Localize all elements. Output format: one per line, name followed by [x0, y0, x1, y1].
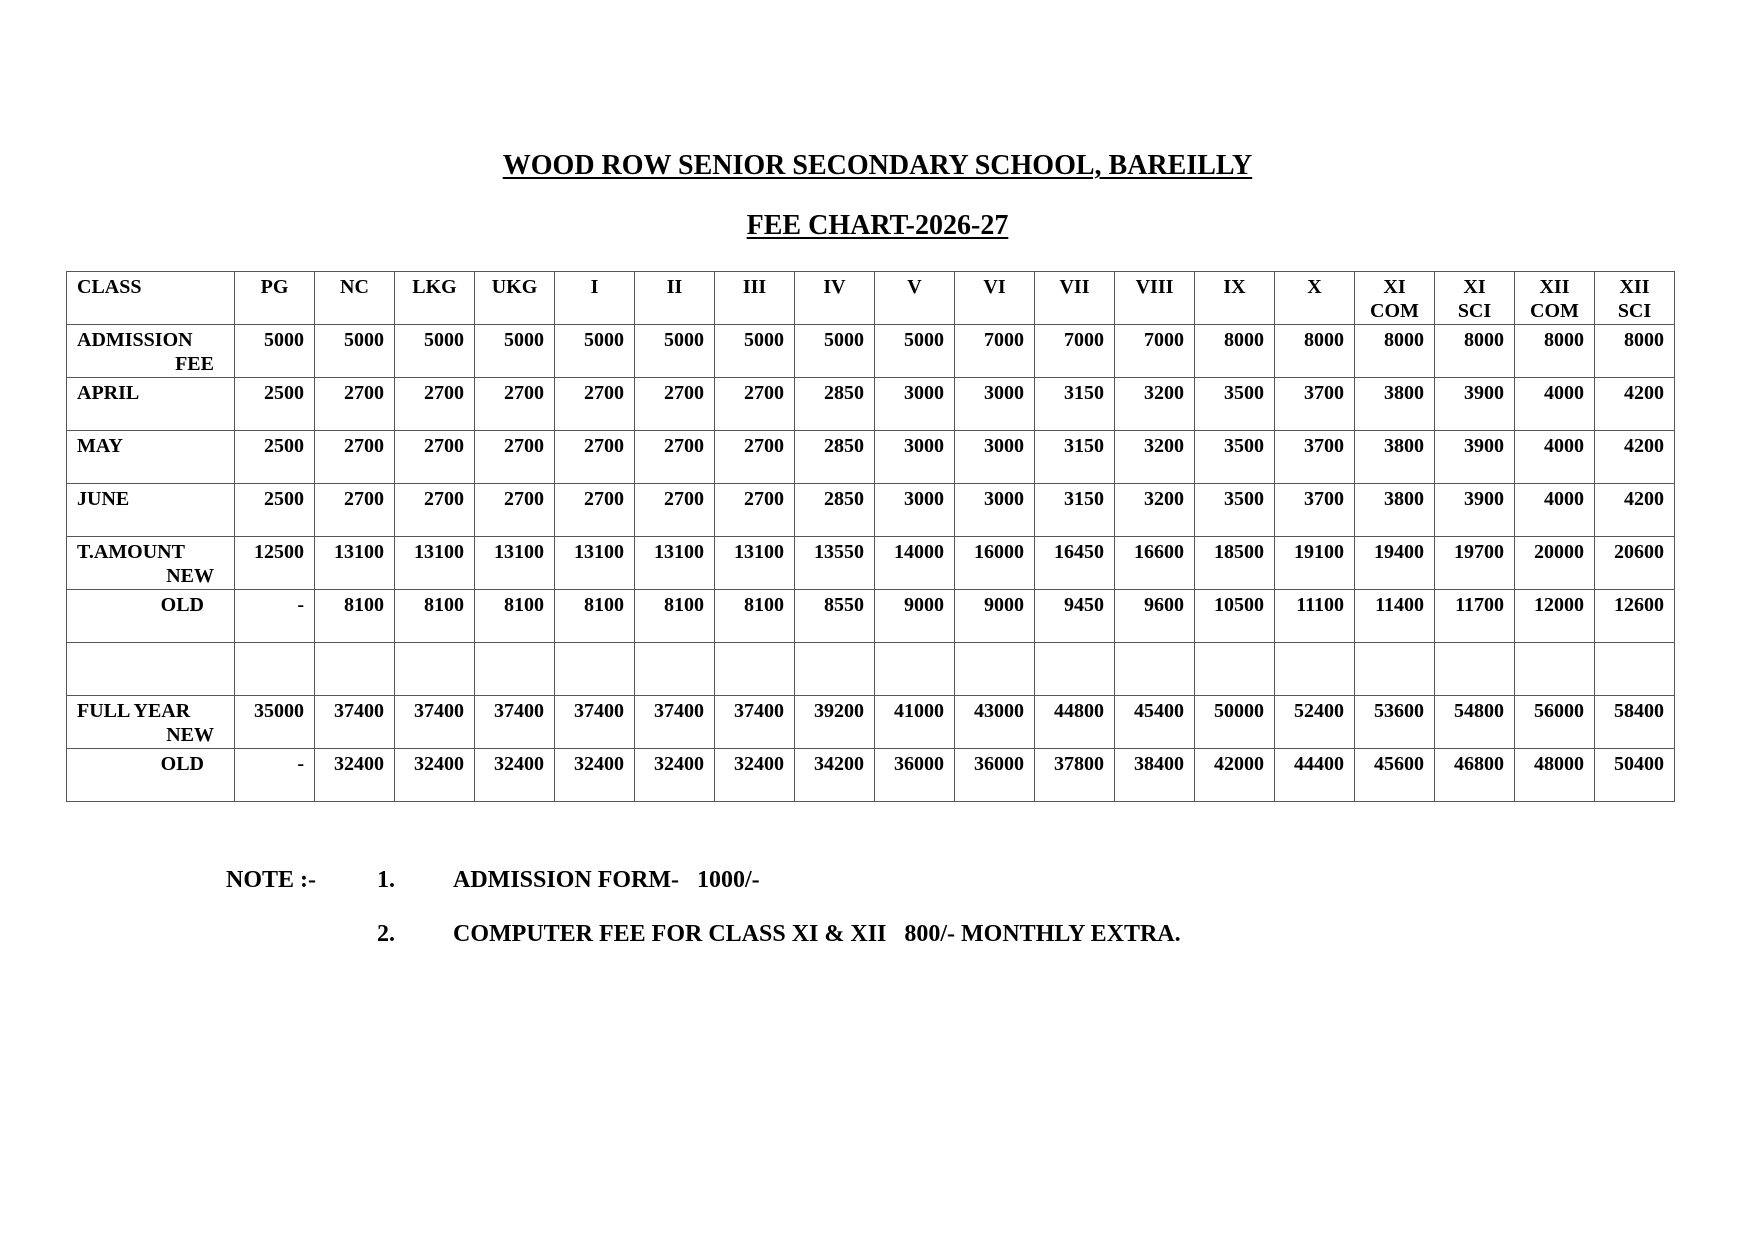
column-header-text: IX [1223, 276, 1246, 298]
fee-value-cell: 5000 [635, 325, 715, 378]
fee-value-cell: 32400 [315, 749, 395, 802]
column-header-text: XII [1619, 276, 1650, 298]
chart-title [0, 210, 1755, 242]
column-header-cell [875, 272, 955, 325]
row-label-text: NEW [166, 724, 214, 746]
fee-value-cell: 3700 [1275, 431, 1355, 484]
fee-value-cell: 37400 [315, 696, 395, 749]
fee-value-cell: 50400 [1595, 749, 1675, 802]
fee-value-cell: 3900 [1435, 484, 1515, 537]
fee-value-cell: 13100 [315, 537, 395, 590]
column-header-cell [235, 272, 315, 325]
fee-value-cell: 20000 [1515, 537, 1595, 590]
column-header-text: VIII [1135, 276, 1174, 298]
fee-value-cell: 3500 [1195, 484, 1275, 537]
fee-value-cell: 2500 [235, 484, 315, 537]
fee-value-cell: 32400 [555, 749, 635, 802]
column-header-cell [635, 272, 715, 325]
fee-value-cell: 16600 [1115, 537, 1195, 590]
chart-title-text: FEE CHART-2026-27 [746, 210, 1009, 241]
fee-value-cell: 13550 [795, 537, 875, 590]
fee-value-cell: 3000 [875, 484, 955, 537]
fee-value-cell: 9600 [1115, 590, 1195, 643]
fee-value-cell: 3500 [1195, 378, 1275, 431]
fee-value-cell: 2700 [315, 378, 395, 431]
fee-value-cell: 13100 [395, 537, 475, 590]
fee-value-cell: 8100 [475, 590, 555, 643]
fee-value-cell: 4000 [1515, 431, 1595, 484]
column-header-text: SCI [1617, 300, 1652, 322]
fee-value-cell: 12500 [235, 537, 315, 590]
column-header-text: UKG [491, 276, 538, 298]
fee-value-cell: 37400 [395, 696, 475, 749]
fee-value-cell: 50000 [1195, 696, 1275, 749]
fee-value-cell: 2500 [235, 378, 315, 431]
fee-value-cell: 3800 [1355, 378, 1435, 431]
fee-value-cell: 3000 [955, 378, 1035, 431]
fee-value-cell: 35000 [235, 696, 315, 749]
note-label: NOTE :- [226, 867, 316, 893]
fee-value-cell: 3000 [875, 431, 955, 484]
table-row [67, 696, 1675, 749]
fee-value-cell: 3500 [1195, 431, 1275, 484]
column-header-cell [1115, 272, 1195, 325]
fee-table [66, 271, 1675, 802]
column-header-text: XII [1539, 276, 1570, 298]
fee-value-cell: 9000 [875, 590, 955, 643]
column-header-text: XI [1463, 276, 1486, 298]
column-header-text: V [907, 276, 922, 298]
fee-value-cell: 9450 [1035, 590, 1115, 643]
fee-value-cell: 12000 [1515, 590, 1595, 643]
fee-value-cell: 32400 [635, 749, 715, 802]
fee-value-cell: 16450 [1035, 537, 1115, 590]
fee-value-cell: 37800 [1035, 749, 1115, 802]
fee-value-cell: 3900 [1435, 431, 1515, 484]
fee-value-cell: 3200 [1115, 484, 1195, 537]
column-header-cell [955, 272, 1035, 325]
fee-value-cell: 37400 [475, 696, 555, 749]
fee-value-cell: 19100 [1275, 537, 1355, 590]
fee-value-cell: 4000 [1515, 378, 1595, 431]
fee-value-cell: 19700 [1435, 537, 1515, 590]
fee-value-cell: 3700 [1275, 378, 1355, 431]
fee-value-cell: 2700 [555, 378, 635, 431]
column-header-cell [315, 272, 395, 325]
note-item-number: 2. [377, 921, 395, 947]
fee-value-cell: 13100 [715, 537, 795, 590]
fee-value-cell: 2700 [475, 484, 555, 537]
fee-value-cell: 2700 [555, 431, 635, 484]
column-header-cell [555, 272, 635, 325]
row-label-text: NEW [166, 565, 214, 587]
fee-value-cell: 44400 [1275, 749, 1355, 802]
fee-value-cell: 2850 [795, 431, 875, 484]
fee-value-cell: 16000 [955, 537, 1035, 590]
fee-value-cell: 45600 [1355, 749, 1435, 802]
fee-value-cell: 2500 [235, 431, 315, 484]
fee-value-cell: 2700 [715, 378, 795, 431]
fee-value-cell: 5000 [235, 325, 315, 378]
fee-value-cell: 3000 [955, 484, 1035, 537]
fee-value-cell: 8100 [315, 590, 395, 643]
fee-value-cell: 3900 [1435, 378, 1515, 431]
column-header-text: II [666, 276, 683, 298]
row-label-text: T.AMOUNT [77, 541, 185, 563]
fee-value-cell: 38400 [1115, 749, 1195, 802]
fee-value-cell: 2700 [395, 378, 475, 431]
table-row [67, 484, 1675, 537]
row-label-cell: OLD [67, 749, 235, 802]
fee-value-cell: 48000 [1515, 749, 1595, 802]
fee-value-cell: 19400 [1355, 537, 1435, 590]
table-row [67, 325, 1675, 378]
column-header-text: VI [983, 276, 1006, 298]
column-header-cell [1515, 272, 1595, 325]
column-header-cell [1595, 272, 1675, 325]
row-label-cell: JUNE [67, 484, 235, 537]
fee-value-cell: 8000 [1435, 325, 1515, 378]
fee-value-cell: 3800 [1355, 431, 1435, 484]
fee-value-cell: 36000 [955, 749, 1035, 802]
fee-value-cell: 7000 [955, 325, 1035, 378]
fee-value-cell: 53600 [1355, 696, 1435, 749]
table-row [67, 537, 1675, 590]
fee-value-cell: 52400 [1275, 696, 1355, 749]
row-label-cell [67, 696, 235, 749]
fee-value-cell: 34200 [795, 749, 875, 802]
fee-value-cell [635, 643, 715, 696]
fee-value-cell: 3150 [1035, 431, 1115, 484]
fee-value-cell: 7000 [1115, 325, 1195, 378]
fee-value-cell: 37400 [715, 696, 795, 749]
fee-value-cell [1595, 643, 1675, 696]
column-header-text: LKG [412, 276, 457, 298]
fee-value-cell: 37400 [555, 696, 635, 749]
fee-value-cell: 11100 [1275, 590, 1355, 643]
fee-value-cell: 32400 [395, 749, 475, 802]
column-header-text: IV [823, 276, 846, 298]
fee-value-cell: 13100 [635, 537, 715, 590]
fee-value-cell: 4200 [1595, 431, 1675, 484]
fee-value-cell: 44800 [1035, 696, 1115, 749]
note-item-text: COMPUTER FEE FOR CLASS XI & XII 800/- MONTHLY EXTRA. [453, 921, 1181, 947]
fee-value-cell [1355, 643, 1435, 696]
fee-value-cell: 3000 [875, 378, 955, 431]
fee-value-cell: 5000 [555, 325, 635, 378]
fee-value-cell: 2700 [475, 378, 555, 431]
fee-value-cell: 3200 [1115, 378, 1195, 431]
fee-value-cell [1435, 643, 1515, 696]
note-item-number: 1. [377, 867, 395, 893]
fee-value-cell: 32400 [475, 749, 555, 802]
fee-value-cell: 2850 [795, 484, 875, 537]
fee-value-cell [1115, 643, 1195, 696]
fee-value-cell: 8000 [1275, 325, 1355, 378]
fee-value-cell: 8000 [1195, 325, 1275, 378]
fee-value-cell: 39200 [795, 696, 875, 749]
table-row [67, 643, 1675, 696]
fee-value-cell: 3000 [955, 431, 1035, 484]
column-header-text: NC [340, 276, 369, 298]
fee-value-cell: 3700 [1275, 484, 1355, 537]
column-header-cell [1435, 272, 1515, 325]
fee-value-cell: 4200 [1595, 378, 1675, 431]
fee-value-cell: 2700 [315, 431, 395, 484]
fee-value-cell: 8100 [555, 590, 635, 643]
fee-value-cell: 3150 [1035, 378, 1115, 431]
fee-value-cell [315, 643, 395, 696]
table-row [67, 749, 1675, 802]
fee-value-cell: 2700 [555, 484, 635, 537]
fee-value-cell: 36000 [875, 749, 955, 802]
fee-value-cell [1035, 643, 1115, 696]
fee-table-body [67, 272, 1675, 802]
fee-value-cell [1195, 643, 1275, 696]
column-header-text: X [1307, 276, 1322, 298]
fee-value-cell: 4000 [1515, 484, 1595, 537]
fee-value-cell: 10500 [1195, 590, 1275, 643]
row-label-cell: APRIL [67, 378, 235, 431]
column-header-text: III [742, 276, 767, 298]
column-header-text: VII [1059, 276, 1090, 298]
table-row [67, 378, 1675, 431]
fee-value-cell: 5000 [315, 325, 395, 378]
table-row [67, 590, 1675, 643]
row-label-cell [67, 537, 235, 590]
fee-value-cell [955, 643, 1035, 696]
fee-value-cell [555, 643, 635, 696]
fee-value-cell: 11700 [1435, 590, 1515, 643]
fee-value-cell: 2700 [315, 484, 395, 537]
column-header-cell [1035, 272, 1115, 325]
fee-value-cell: 18500 [1195, 537, 1275, 590]
fee-value-cell: 3200 [1115, 431, 1195, 484]
fee-value-cell [235, 643, 315, 696]
row-label-cell [67, 325, 235, 378]
fee-value-cell: 5000 [715, 325, 795, 378]
fee-value-cell: 5000 [475, 325, 555, 378]
fee-value-cell: 14000 [875, 537, 955, 590]
fee-value-cell: 56000 [1515, 696, 1595, 749]
fee-value-cell: 2700 [715, 484, 795, 537]
column-header-cell [1355, 272, 1435, 325]
fee-value-cell: 8100 [715, 590, 795, 643]
fee-value-cell [1515, 643, 1595, 696]
fee-value-cell: 54800 [1435, 696, 1515, 749]
fee-value-cell: 8100 [635, 590, 715, 643]
row-label-text: FULL YEAR [77, 700, 191, 722]
fee-value-cell: 2850 [795, 378, 875, 431]
fee-value-cell: 5000 [875, 325, 955, 378]
fee-value-cell: 37400 [635, 696, 715, 749]
fee-value-cell: 3150 [1035, 484, 1115, 537]
school-title-text: WOOD ROW SENIOR SECONDARY SCHOOL, BAREILLY [502, 150, 1253, 181]
header-row [67, 272, 1675, 325]
fee-value-cell: 45400 [1115, 696, 1195, 749]
class-header-cell: CLASS [67, 272, 235, 325]
column-header-cell [475, 272, 555, 325]
fee-value-cell [715, 643, 795, 696]
fee-value-cell: 4200 [1595, 484, 1675, 537]
fee-value-cell: 2700 [635, 378, 715, 431]
column-header-text: XI [1383, 276, 1406, 298]
fee-value-cell: 32400 [715, 749, 795, 802]
fee-value-cell [1275, 643, 1355, 696]
fee-value-cell [475, 643, 555, 696]
fee-value-cell: 41000 [875, 696, 955, 749]
fee-value-cell [395, 643, 475, 696]
column-header-cell [795, 272, 875, 325]
row-label-text: FEE [175, 353, 214, 375]
note-item-text: ADMISSION FORM- 1000/- [453, 867, 760, 893]
fee-value-cell: - [235, 749, 315, 802]
fee-value-cell: 3800 [1355, 484, 1435, 537]
fee-value-cell: 7000 [1035, 325, 1115, 378]
fee-value-cell: 46800 [1435, 749, 1515, 802]
column-header-text: PG [260, 276, 289, 298]
fee-value-cell: 2700 [475, 431, 555, 484]
fee-value-cell: 8000 [1355, 325, 1435, 378]
row-label-cell: OLD [67, 590, 235, 643]
fee-value-cell: 58400 [1595, 696, 1675, 749]
fee-value-cell: 8100 [395, 590, 475, 643]
fee-value-cell: 2700 [635, 431, 715, 484]
fee-value-cell: 8550 [795, 590, 875, 643]
fee-value-cell: 8000 [1595, 325, 1675, 378]
fee-value-cell: 43000 [955, 696, 1035, 749]
fee-value-cell: 2700 [715, 431, 795, 484]
fee-value-cell: 42000 [1195, 749, 1275, 802]
fee-value-cell: 2700 [635, 484, 715, 537]
fee-value-cell: 8000 [1515, 325, 1595, 378]
column-header-text: SCI [1457, 300, 1492, 322]
fee-value-cell: 20600 [1595, 537, 1675, 590]
column-header-text: COM [1530, 300, 1579, 322]
row-label-cell: MAY [67, 431, 235, 484]
fee-value-cell: - [235, 590, 315, 643]
fee-value-cell [795, 643, 875, 696]
fee-value-cell: 11400 [1355, 590, 1435, 643]
fee-value-cell: 5000 [395, 325, 475, 378]
fee-value-cell: 12600 [1595, 590, 1675, 643]
fee-value-cell: 2700 [395, 484, 475, 537]
column-header-cell [1275, 272, 1355, 325]
row-label-cell [67, 643, 235, 696]
school-title [0, 150, 1755, 182]
column-header-text: I [590, 276, 599, 298]
column-header-cell [1195, 272, 1275, 325]
fee-value-cell [875, 643, 955, 696]
column-header-cell [395, 272, 475, 325]
table-row [67, 431, 1675, 484]
fee-value-cell: 13100 [555, 537, 635, 590]
column-header-text: COM [1370, 300, 1419, 322]
fee-value-cell: 2700 [395, 431, 475, 484]
fee-value-cell: 9000 [955, 590, 1035, 643]
column-header-cell [715, 272, 795, 325]
fee-value-cell: 13100 [475, 537, 555, 590]
row-label-text: ADMISSION [77, 329, 193, 351]
fee-value-cell: 5000 [795, 325, 875, 378]
